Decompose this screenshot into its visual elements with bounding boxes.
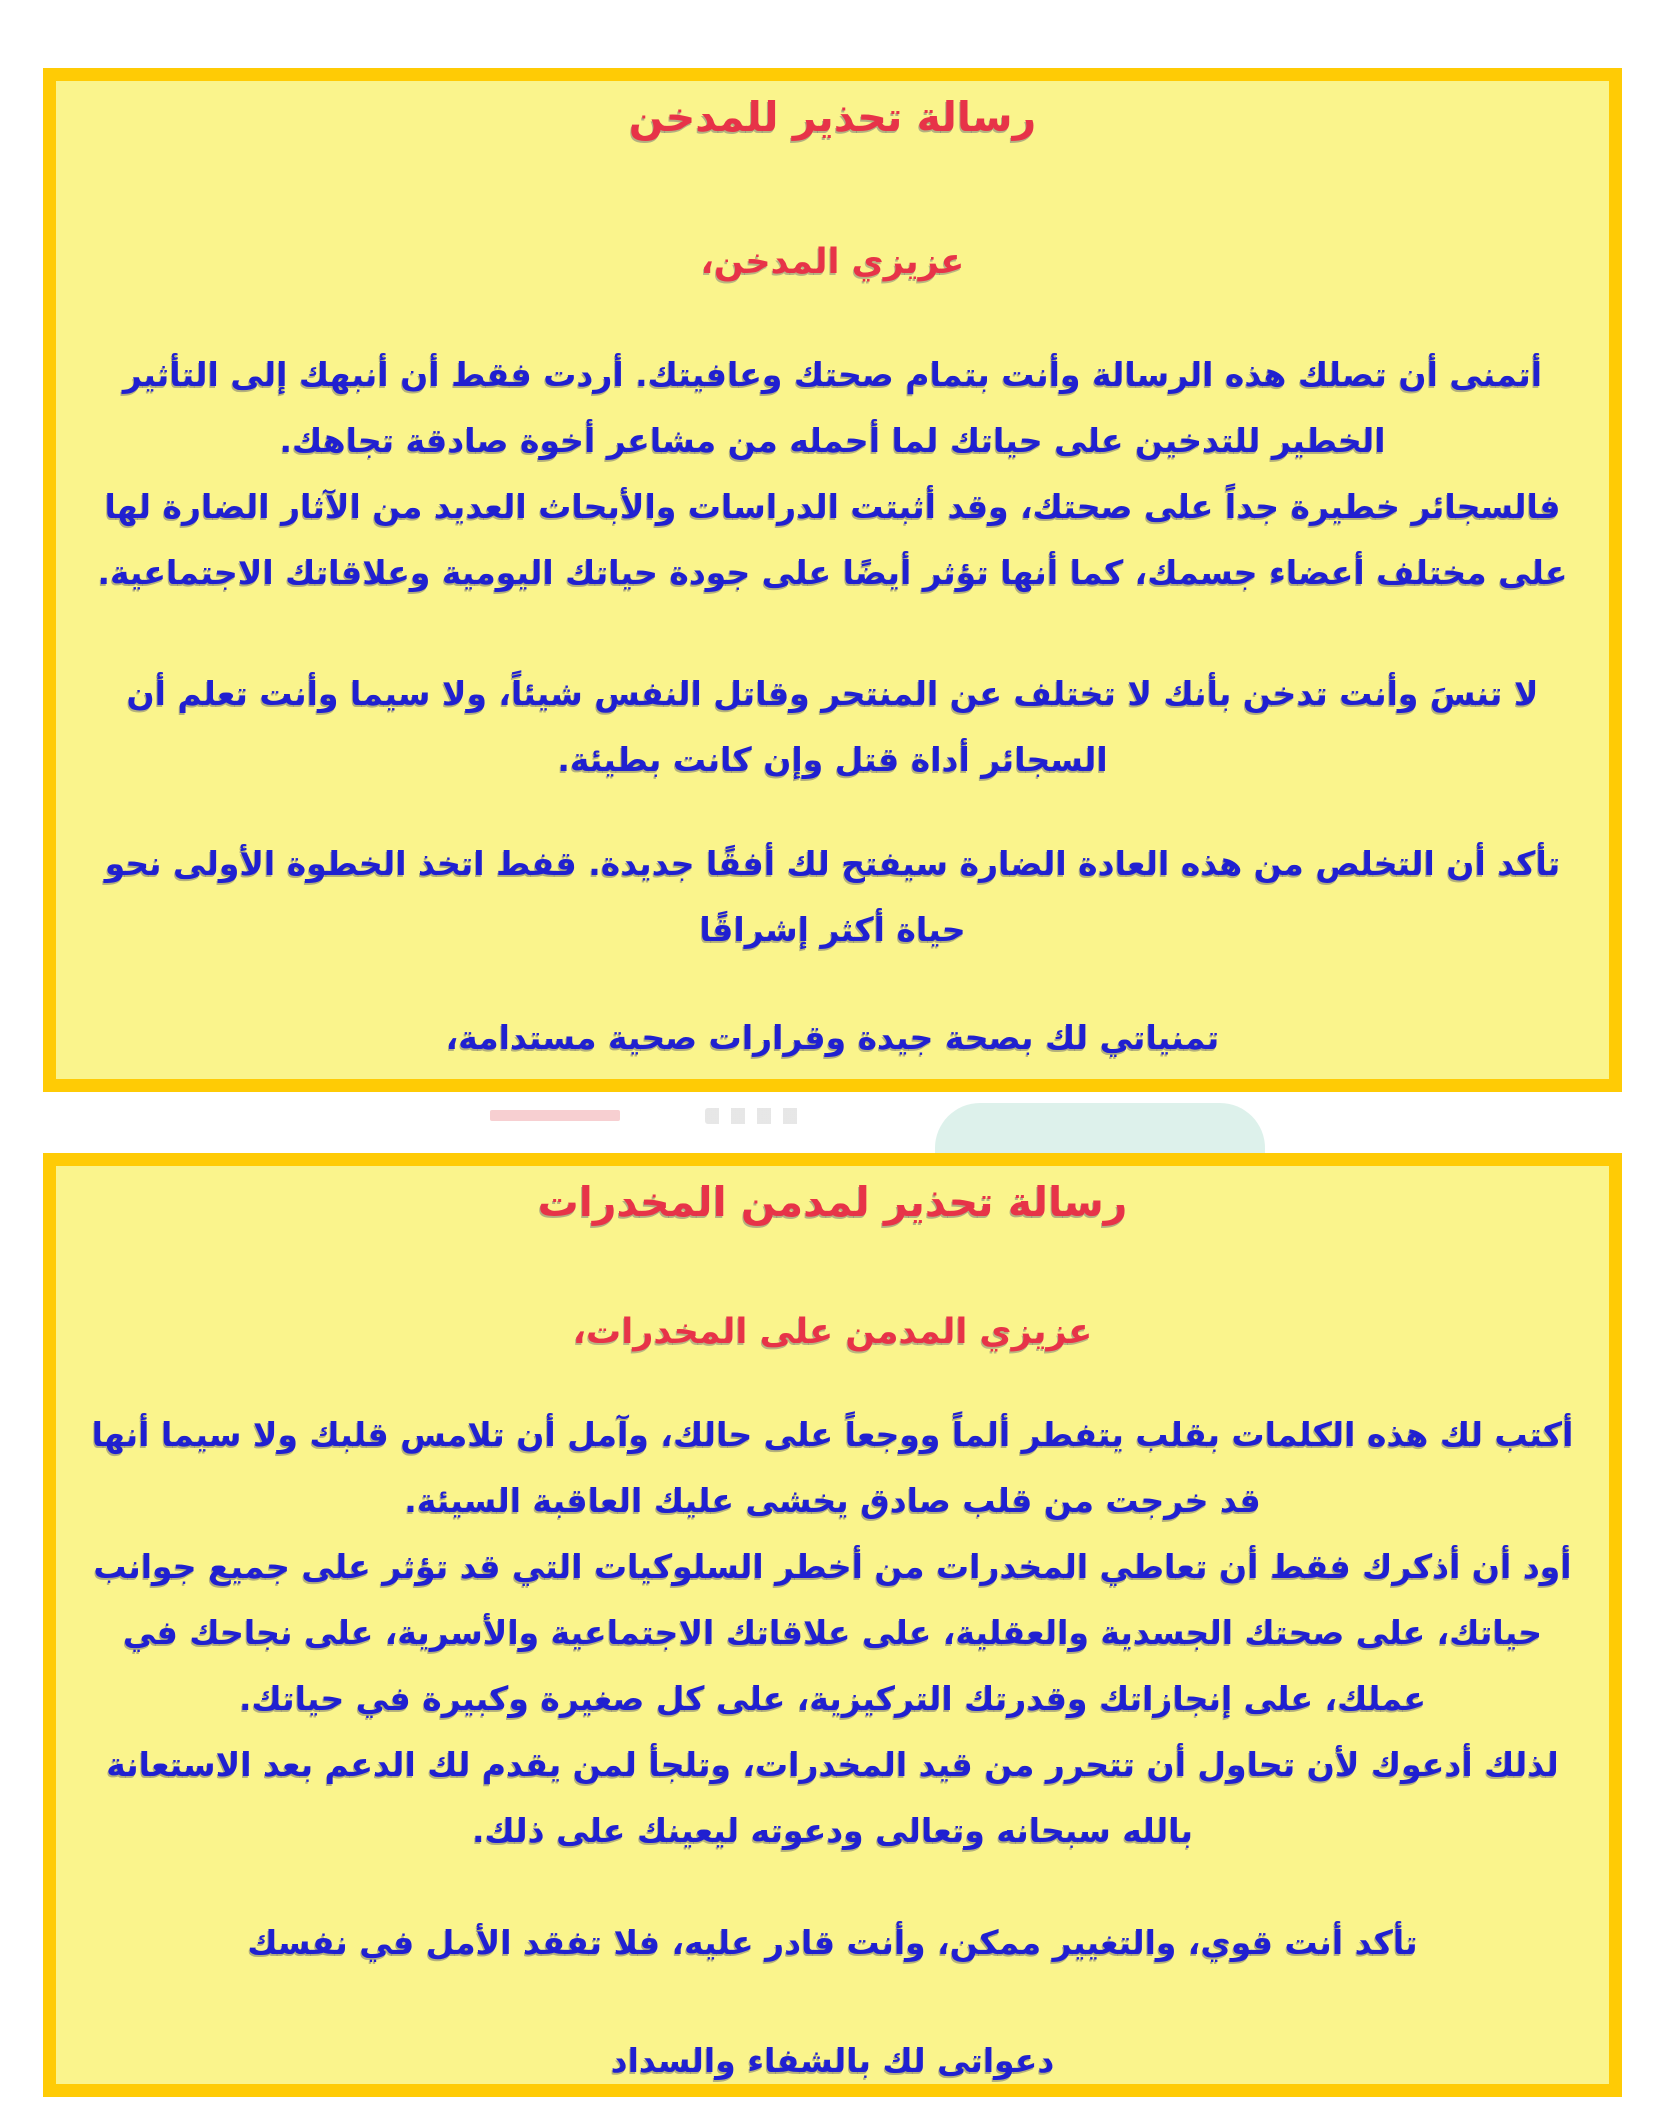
- drug-letter-salutation: عزيزي المدمن على المخدرات،: [572, 1312, 1093, 1352]
- drug-letter-title: رسالة تحذير لمدمن المخدرات: [537, 1178, 1128, 1226]
- drug-letter-paragraph: أكتب لك هذه الكلمات بقلب يتفطر ألماً ووجعاً على حالك، وآمل أن تلامس قلبك ولا سيما أنها قد خرجت من قلب صادق يخشى عليك العاقبة السيئة.: [91, 1415, 1574, 1520]
- smoker-letter-paragraph: فالسجائر خطيرة جداً على صحتك، وقد أثبتت الدراسات والأبحاث العديد من الآثار الضارة لها على مختلف أعضاء جسمك، كما أنها تؤثر أيضًا على جودة حياتك اليومية وعلاقاتك الاجتماعية.: [97, 487, 1568, 592]
- smoker-letter-paragraph: تأكد أن التخلص من هذه العادة الضارة سيفتح لك أفقًا جديدة. قفط اتخذ الخطوة الأولى نحو حياة أكثر إشراقًا: [104, 844, 1561, 949]
- faded-teal-shape: [935, 1103, 1265, 1153]
- drug-letter-closing: دعواتى لك بالشفاء والسداد: [610, 2041, 1055, 2080]
- drug-addict-warning-letter-box: [43, 1153, 1622, 2097]
- smoker-letter-salutation: عزيزي المدخن،: [700, 242, 965, 282]
- drug-letter-paragraph: تأكد أنت قوي، والتغيير ممكن، وأنت قادر عليه، فلا تفقد الأمل في نفسك: [247, 1923, 1418, 1962]
- drug-letter-paragraph: لذلك أدعوك لأن تحاول أن تتحرر من قيد المخدرات، وتلجأ لمن يقدم لك الدعم بعد الاستعانة بالله سبحانه وتعالى ودعوته ليعينك على ذلك.: [106, 1745, 1559, 1850]
- drug-letter-paragraph: أود أن أذكرك فقط أن تعاطي المخدرات من أخطر السلوكيات التي قد تؤثر على جميع جوانب حياتك، على صحتك الجسدية والعقلية، على علاقاتك الاجتماعية والأسرية، على نجاحك في عملك، على إنجازاتك وقدرتك التركيزية، على كل صغيرة وكبيرة في حياتك.: [93, 1547, 1572, 1718]
- smoker-letter-paragraph: لا تنسَ وأنت تدخن بأنك لا تختلف عن المنتحر وقاتل النفس شيئاً، ولا سيما وأنت تعلم أن السجائر أداة قتل وإن كانت بطيئة.: [126, 674, 1539, 779]
- smoker-letter-closing: تمنياتي لك بصحة جيدة وقرارات صحية مستدامة،: [445, 1018, 1220, 1057]
- faded-gray-marks: [705, 1108, 800, 1124]
- smoker-letter-paragraph: أتمنى أن تصلك هذه الرسالة وأنت بتمام صحتك وعافيتك. أردت فقط أن أنبهك إلى التأثير الخطير للتدخين على حياتك لما أحمله من مشاعر أخوة صادقة تجاهك.: [122, 355, 1543, 460]
- smoker-warning-letter-box: [43, 68, 1622, 1092]
- faded-pink-shape: [490, 1110, 620, 1121]
- smoker-letter-title: رسالة تحذير للمدخن: [628, 93, 1037, 141]
